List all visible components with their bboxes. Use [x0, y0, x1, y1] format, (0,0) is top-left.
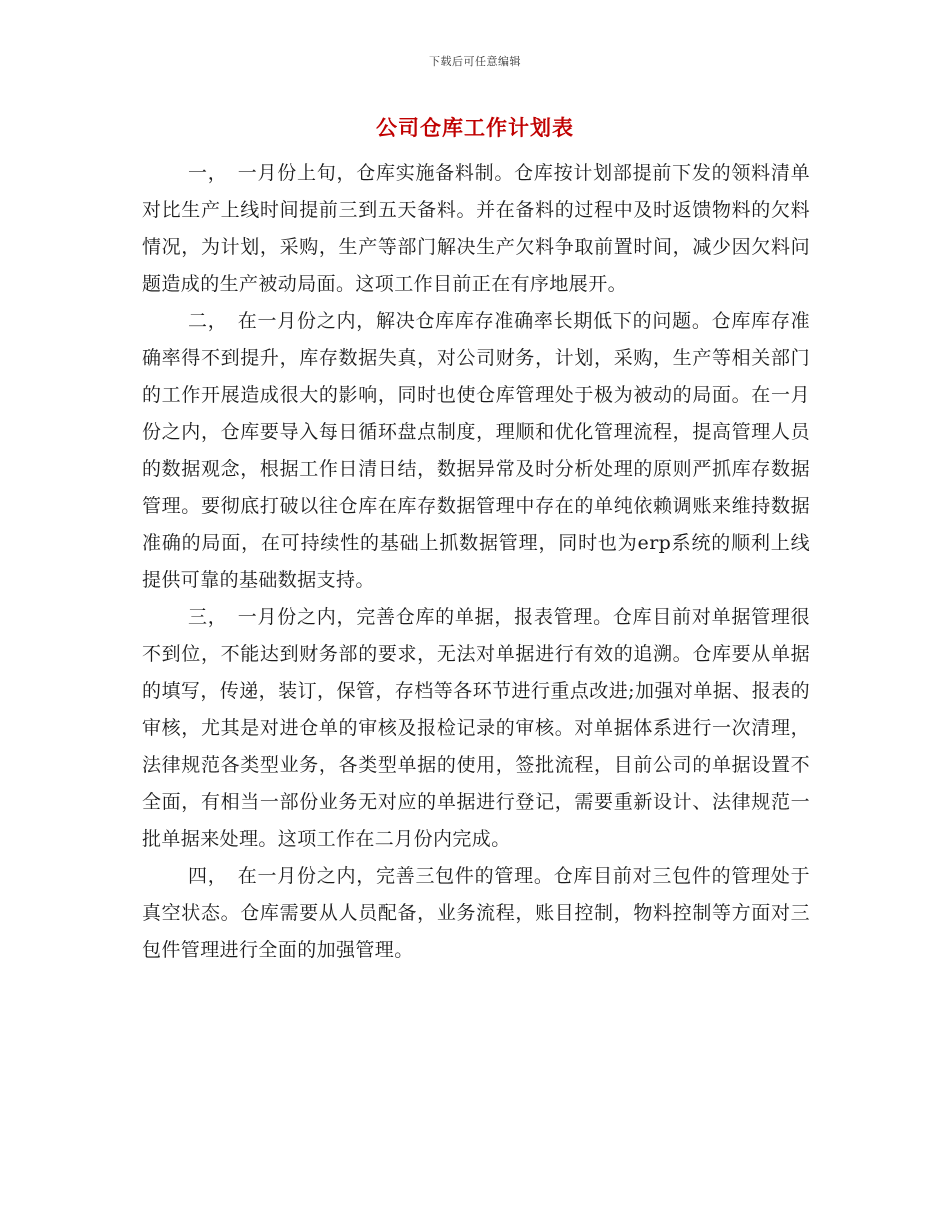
document-title: 公司仓库工作计划表	[376, 115, 574, 140]
document-body	[142, 155, 810, 969]
paragraph-2: 二， 在一月份之内，解决仓库库存准确率长期低下的问题。仓库库存准确率得不到提升，库存数据失真，对公司财务，计划，采购，生产等相关部门的工作开展造成很大的影响，同时也使仓库管理处于极为被动的局面。在一月份之内，仓库要导入每日循环盘点制度，理顺和优化管理流程，提高管理人员的数据观念，根据工作日清日结，数据异常及时分析处理的原则严抓库存数据管理。要彻底打破以往仓库在库存数据管理中存在的单纯依赖调账来维持数据准确的局面，在可持续性的基础上抓数据管理，同时也为erp系统的顺利上线提供可靠的基础数据支持。	[142, 310, 810, 591]
paragraph-1: 一， 一月份上旬，仓库实施备料制。仓库按计划部提前下发的领料清单对比生产上线时间提前三到五天备料。并在备料的过程中及时返馈物料的欠料情况，为计划，采购，生产等部门解决生产欠料争取前置时间，减少因欠料问题造成的生产被动局面。这项工作目前正在有序地展开。	[142, 162, 810, 295]
header-note: 下载后可任意编辑	[429, 55, 521, 68]
paragraph-4: 四， 在一月份之内，完善三包件的管理。仓库目前对三包件的管理处于真空状态。仓库需要从人员配备，业务流程，账目控制，物料控制等方面对三包件管理进行全面的加强管理。	[142, 865, 810, 961]
paragraph-3: 三， 一月份之内，完善仓库的单据，报表管理。仓库目前对单据管理很不到位，不能达到财务部的要求，无法对单据进行有效的追溯。仓库要从单据的填写，传递，装订，保管，存档等各环节进行重点改进;加强对单据、报表的审核，尤其是对进仓单的审核及报检记录的审核。对单据体系进行一次清理，法律规范各类型业务，各类型单据的使用，签批流程，目前公司的单据设置不全面，有相当一部份业务无对应的单据进行登记，需要重新设计、法律规范一批单据来处理。这项工作在二月份内完成。	[142, 606, 810, 850]
